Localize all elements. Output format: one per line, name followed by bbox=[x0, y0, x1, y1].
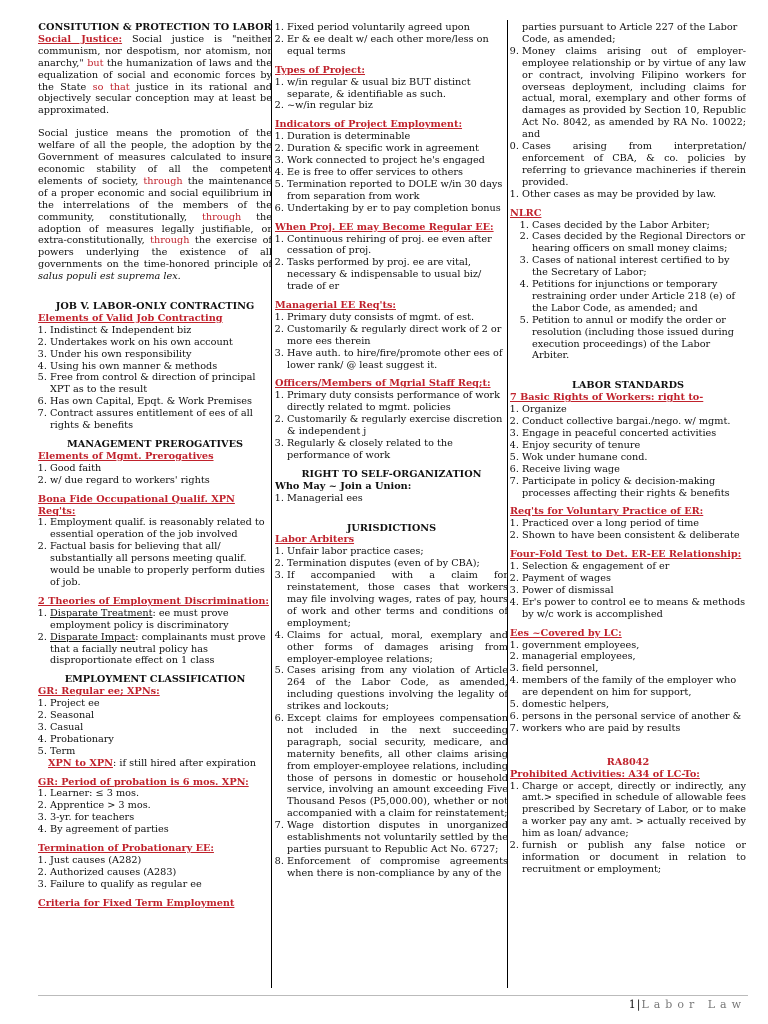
four-fold-test-label: Four-Fold Test to Det. ER-EE Relationship: bbox=[510, 549, 742, 561]
list-item: 3. Casual bbox=[50, 722, 272, 734]
footer-separator: | bbox=[636, 998, 642, 1011]
list-item: 1. Managerial ees bbox=[287, 493, 508, 505]
disparate-treatment-term: Disparate Treatment bbox=[50, 607, 153, 619]
regular-ee-conversion-label: When Proj. EE may Become Regular EE: bbox=[275, 221, 494, 233]
list-item: 1. government employees, bbox=[522, 640, 746, 652]
list-item: 2. Authorized causes (A283) bbox=[50, 867, 272, 879]
probation-list bbox=[38, 788, 272, 836]
section-title-self-organization: RIGHT TO SELF-ORGANIZATION bbox=[301, 468, 482, 480]
list-item: 4. Probationary bbox=[50, 734, 272, 746]
section-title-job-contracting: JOB V. LABOR-ONLY CONTRACTING bbox=[55, 301, 255, 313]
list-item: 2. Shown to have been consistent & deliberate bbox=[522, 530, 746, 542]
list-item: 1. Primary duty consists performance of work directly related to mgmt. policies bbox=[287, 390, 508, 414]
p2-latin: salus populi est suprema lex. bbox=[38, 271, 181, 283]
list-item: 6. Except claims for employees compensation not included in the next succeeding paragraph, social security, medicare, and maternity benefits, all other claims arising from employer-employee relations, including those of persons in domestic or household service, involving an amount exceeding Five Thousand Pesos (P5,000.00), whether or not accompanied with a claim for reinstatement; bbox=[287, 713, 508, 820]
list-item: 2. Er & ee dealt w/ each other more/less on equal terms bbox=[287, 34, 508, 58]
voluntary-practice-list bbox=[510, 518, 746, 542]
list-item: 1. Project ee bbox=[50, 698, 272, 710]
sj-text-1: Social justice is "neither communism, nor despotism, nor atomism, nor anarchy," bbox=[38, 33, 272, 69]
list-item: 3. Work connected to project he's engaged bbox=[287, 155, 508, 167]
section-title-labor-standards: LABOR STANDARDS bbox=[572, 380, 684, 392]
labor-arbiters-label: Labor Arbiters bbox=[275, 534, 355, 546]
labor-arbiters-list bbox=[275, 546, 508, 879]
list-item: 3. Regularly & closely related to the performance of work bbox=[287, 438, 508, 462]
list-item: 1. Organize bbox=[522, 404, 746, 416]
basic-rights-label: 7 Basic Rights of Workers: right to- bbox=[510, 392, 704, 404]
regular-ee-conversion-list bbox=[275, 234, 508, 294]
p2-through-2: through bbox=[201, 211, 242, 223]
list-item: 1. Unfair labor practice cases; bbox=[287, 546, 508, 558]
xpn-to-xpn-text: : if still hired after expiration bbox=[113, 757, 256, 769]
list-item: 7. workers who are paid by results bbox=[522, 723, 746, 735]
list-item: 4. By agreement of parties bbox=[50, 824, 272, 836]
list-item: 2. Customarily & regularly direct work of 2 or more ees therein bbox=[287, 324, 508, 348]
list-item: 2. Customarily & regularly exercise discretion & independent j bbox=[287, 414, 508, 438]
list-item: 1. Continuous rehiring of proj. ee even after cessation of proj. bbox=[287, 234, 508, 258]
nlrc-list bbox=[510, 220, 746, 363]
project-indicators-label: Indicators of Project Employment: bbox=[275, 119, 463, 131]
join-union-label: Who May ~ Join a Union: bbox=[275, 480, 412, 492]
list-item: 1. Cases decided by the Labor Arbiter; bbox=[532, 220, 746, 232]
sj-text-2: the humanization of laws and the equalization of social and economic forces by the State bbox=[38, 57, 272, 93]
list-item: 3. If accompanied with a claim for reinstatement, those cases that workers may file involving wages, rates of pay, hours of work and other terms and conditions of employment; bbox=[287, 570, 508, 630]
list-item: 2. Factual basis for believing that all/ substantially all persons meeting qualif. would be unable to properly perform duties of job. bbox=[50, 541, 272, 589]
join-union-list bbox=[275, 493, 508, 505]
list-item: 1. Learner: ≤ 3 mos. bbox=[50, 788, 272, 800]
discrimination-list bbox=[38, 608, 272, 668]
employment-classification-list bbox=[38, 698, 272, 758]
managerial-ee-list bbox=[275, 312, 508, 372]
column-2 bbox=[275, 22, 508, 988]
list-item: 2. managerial employees, bbox=[522, 651, 746, 663]
list-item: 7. Wage distortion disputes in unorganized establishments not voluntarily settled by the parties pursuant to Republic Act No. 6727; bbox=[287, 820, 508, 856]
list-item: 3. Have auth. to hire/fire/promote other ees of lower rank/ @ least suggest it. bbox=[287, 348, 508, 372]
list-item: 3. Engage in peaceful concerted activities bbox=[522, 428, 746, 440]
sj-text-3: justice in its rational and objectively secular conception may at least be approximated. bbox=[38, 81, 272, 117]
sj-so-that: so that bbox=[92, 81, 130, 93]
continued-text: parties pursuant to Article 227 of the Labor Code, as amended; bbox=[522, 22, 738, 45]
list-item: 5. domestic helpers, bbox=[522, 699, 746, 711]
list-item: 1. Employment qualif. is reasonably related to essential operation of the job involved bbox=[50, 517, 272, 541]
disparate-impact-text: : complainants must prove that a facially neutral policy has disproportionate effect on 1 class bbox=[50, 631, 266, 667]
list-item: 6. Undertaking by er to pay completion bonus bbox=[287, 203, 508, 215]
mgmt-prerogatives-list bbox=[38, 463, 272, 487]
social-justice-paragraph bbox=[38, 34, 272, 117]
nlrc-label: NLRC bbox=[510, 207, 542, 219]
list-item: 10. Cases arising from interpretation/ enforcement of CBA, & co. policies by referring to grievance machineries if therein provided. bbox=[522, 141, 746, 189]
list-item: 3. Under his own responsibility bbox=[50, 349, 272, 361]
job-contracting-label: Elements of Valid Job Contracting bbox=[38, 312, 223, 324]
covered-ees-list bbox=[510, 640, 746, 735]
list-item: 11. Other cases as may be provided by law. bbox=[522, 189, 746, 201]
list-item: 4. Ee is free to offer services to others bbox=[287, 167, 508, 179]
section-title-employment-classification: EMPLOYMENT CLASSIFICATION bbox=[64, 674, 246, 686]
list-item: 1. Charge or accept, directly or indirectly, any amt.> specified in schedule of allowable fees prescribed by Secretary of Labor, or to make a worker pay any amt. > actually received by him as loan/ advance; bbox=[522, 781, 746, 841]
column-1 bbox=[38, 22, 272, 988]
officers-list bbox=[275, 390, 508, 461]
list-item: 4. Petitions for injunctions or temporary restraining order under Article 218 (e) of the Labor Code, as amended; and bbox=[532, 279, 746, 315]
p2-through-3: through bbox=[150, 235, 190, 247]
footer-rule bbox=[38, 995, 748, 996]
covered-ees-label: Ees ~Covered by LC: bbox=[510, 627, 622, 639]
types-of-project-list bbox=[275, 77, 508, 113]
list-item: 8. Enforcement of compromise agreements when there is non-compliance by any of the bbox=[287, 856, 508, 880]
officers-label: Officers/Members of Mgrial Staff Req;t: bbox=[275, 378, 491, 390]
list-item: 2. Tasks performed by proj. ee are vital, necessary & indispensable to usual biz/ trade of er bbox=[287, 257, 508, 293]
list-item bbox=[50, 608, 272, 632]
list-item: 1. Primary duty consists of mgmt. of est. bbox=[287, 312, 508, 324]
list-item: 2. w/ due regard to workers' rights bbox=[50, 475, 272, 487]
column-3 bbox=[510, 22, 746, 988]
list-item: 4. Er's power to control ee to means & methods by w/c work is accomplished bbox=[522, 597, 746, 621]
p2-text-d: the exercise of powers underlying the existence of all governments on the time-honored principle of bbox=[38, 235, 272, 271]
list-item: 4. Using his own manner & methods bbox=[50, 361, 272, 373]
section-title-jurisdictions: JURISDICTIONS bbox=[346, 522, 437, 534]
list-item: 2. Seasonal bbox=[50, 710, 272, 722]
probation-label: GR: Period of probation is 6 mos. XPN: bbox=[38, 776, 249, 788]
prohibited-activities-label: Prohibited Activities: A34 of LC-To: bbox=[510, 768, 700, 780]
p2-through-1: through bbox=[143, 175, 183, 187]
p2-text-a: Social justice means the promotion of the welfare of all the people, the adoption by the Government of measures calculated to insure economic stability of all the competent elements of society, bbox=[38, 128, 272, 187]
four-fold-test-list bbox=[510, 561, 746, 621]
disparate-treatment-text: : ee must prove employment policy is discriminatory bbox=[50, 607, 229, 631]
list-item: 3. Cases of national interest certified to by the Secretary of Labor; bbox=[532, 255, 746, 279]
list-item: 2. Duration & specific work in agreement bbox=[287, 143, 508, 155]
list-item: 3. field personnel, bbox=[522, 663, 746, 675]
section-title-ra8042: RA8042 bbox=[606, 756, 650, 768]
mgmt-prerogatives-label: Elements of Mgmt. Prerogatives bbox=[38, 450, 214, 462]
section-title-mgmt-prerogatives: MANAGEMENT PREROGATIVES bbox=[67, 439, 243, 450]
list-item: 6. Has own Capital, Epqt. & Work Premises bbox=[50, 396, 272, 408]
list-item: 4. Claims for actual, moral, exemplary and other forms of damages arising from employer-employee relations; bbox=[287, 630, 508, 666]
bfoq-label: Bona Fide Occupational Qualif. XPN Req'ts: bbox=[38, 493, 235, 517]
list-item: 5. Petition to annul or modify the order or resolution (including those issued during execution proceedings) of the Labor Arbiter. bbox=[532, 315, 746, 363]
list-item: 1. Just causes (A282) bbox=[50, 855, 272, 867]
list-item: 3. Failure to qualify as regular ee bbox=[50, 879, 272, 891]
basic-rights-list bbox=[510, 404, 746, 499]
list-item: 5. Term bbox=[50, 746, 272, 758]
list-item: 3. Power of dismissal bbox=[522, 585, 746, 597]
social-justice-label: Social Justice: bbox=[38, 33, 123, 45]
list-item: 6. Receive living wage bbox=[522, 464, 746, 476]
list-item: 1. w/in regular & usual biz BUT distinct separate, & identifiable as such. bbox=[287, 77, 508, 101]
list-item: 5. Free from control & direction of principal XPT as to the result bbox=[50, 372, 272, 396]
list-item: 6. persons in the personal service of another & bbox=[522, 711, 746, 723]
job-contracting-list bbox=[38, 325, 272, 432]
p2-text-c: the adoption of measures legally justifiable, or extra-constitutionally, bbox=[38, 211, 272, 247]
list-item: 7. Contract assures entitlement of ees of all rights & benefits bbox=[50, 408, 272, 432]
project-indicators-list bbox=[275, 131, 508, 214]
list-item bbox=[50, 632, 272, 668]
list-item: 2. ~w/in regular biz bbox=[287, 100, 508, 112]
xpn-to-xpn-label: XPN to XPN bbox=[48, 757, 113, 769]
list-item: 2. Conduct collective bargai./nego. w/ mgmt. bbox=[522, 416, 746, 428]
list-item: 4. Enjoy security of tenure bbox=[522, 440, 746, 452]
list-item: 7. Participate in policy & decision-making processes affecting their rights & benefits bbox=[522, 476, 746, 500]
section-title-constitution: CONSITUTION & PROTECTION TO LABOR bbox=[38, 22, 272, 33]
managerial-ee-label: Managerial EE Req'ts: bbox=[275, 300, 396, 312]
list-item: 1. Selection & engagement of er bbox=[522, 561, 746, 573]
prohibited-activities-list bbox=[510, 781, 746, 876]
termination-probationary-label: Termination of Probationary EE: bbox=[38, 843, 214, 855]
labor-arbiters-list-continued bbox=[510, 46, 746, 201]
page-footer bbox=[629, 998, 746, 1011]
regular-ee-label: GR: Regular ee; XPNs: bbox=[38, 686, 160, 698]
types-of-project-label: Types of Project: bbox=[275, 64, 366, 76]
page-number: 1 bbox=[628, 998, 637, 1011]
list-item: 4. members of the family of the employer who are dependent on him for support, bbox=[522, 675, 746, 699]
footer-text: Labor Law bbox=[641, 998, 746, 1011]
list-item: 1. Indistinct & Independent biz bbox=[50, 325, 272, 337]
list-item: 1. Practiced over a long period of time bbox=[522, 518, 746, 530]
disparate-impact-term: Disparate Impact bbox=[50, 631, 136, 643]
social-justice-paragraph-2 bbox=[38, 128, 272, 283]
discrimination-label: 2 Theories of Employment Discrimination: bbox=[38, 595, 269, 607]
list-item: 2. Payment of wages bbox=[522, 573, 746, 585]
list-item: 2. furnish or publish any false notice or information or document in relation to recruitment or employment; bbox=[522, 840, 746, 876]
sj-but: but bbox=[87, 57, 104, 69]
fixed-term-label: Criteria for Fixed Term Employment bbox=[38, 897, 235, 909]
list-item: 2. Termination disputes (even of by CBA); bbox=[287, 558, 508, 570]
bfoq-list bbox=[38, 517, 272, 588]
list-item: 9. Money claims arising out of employer-employee relationship or by virtue of any law or contract, involving Filipino workers for overseas deployment, including claims for actual, moral, exemplary and other forms of damages as provided by Section 10, Republic Act No. 8042, as amended by RA No. 10022; and bbox=[522, 46, 746, 141]
list-item: 2. Undertakes work on his own account bbox=[50, 337, 272, 349]
termination-probationary-list bbox=[38, 855, 272, 891]
voluntary-practice-label: Req'ts for Voluntary Practice of ER: bbox=[510, 506, 704, 518]
p2-text-b: the maintenance of a proper economic and social equilibrium in the interrelations of the members of the community, constitutionally, bbox=[38, 175, 272, 223]
list-item: 1. Duration is determinable bbox=[287, 131, 508, 143]
list-item: 2. Cases decided by the Regional Directors or hearing officers on small money claims; bbox=[532, 231, 746, 255]
list-item: 1. Good faith bbox=[50, 463, 272, 475]
list-item: 2. Apprentice > 3 mos. bbox=[50, 800, 272, 812]
list-item: 5. Cases arising from any violation of Article 264 of the Labor Code, as amended, including questions involving the legality of strikes and lockouts; bbox=[287, 665, 508, 713]
list-item: 5. Termination reported to DOLE w/in 30 days from separation from work bbox=[287, 179, 508, 203]
fixed-term-criteria-list bbox=[275, 22, 508, 58]
list-item: 3. 3-yr. for teachers bbox=[50, 812, 272, 824]
list-item: 5. Wok under humane cond. bbox=[522, 452, 746, 464]
list-item: 1. Fixed period voluntarily agreed upon bbox=[287, 22, 508, 34]
xpn-to-xpn-line bbox=[38, 758, 272, 770]
